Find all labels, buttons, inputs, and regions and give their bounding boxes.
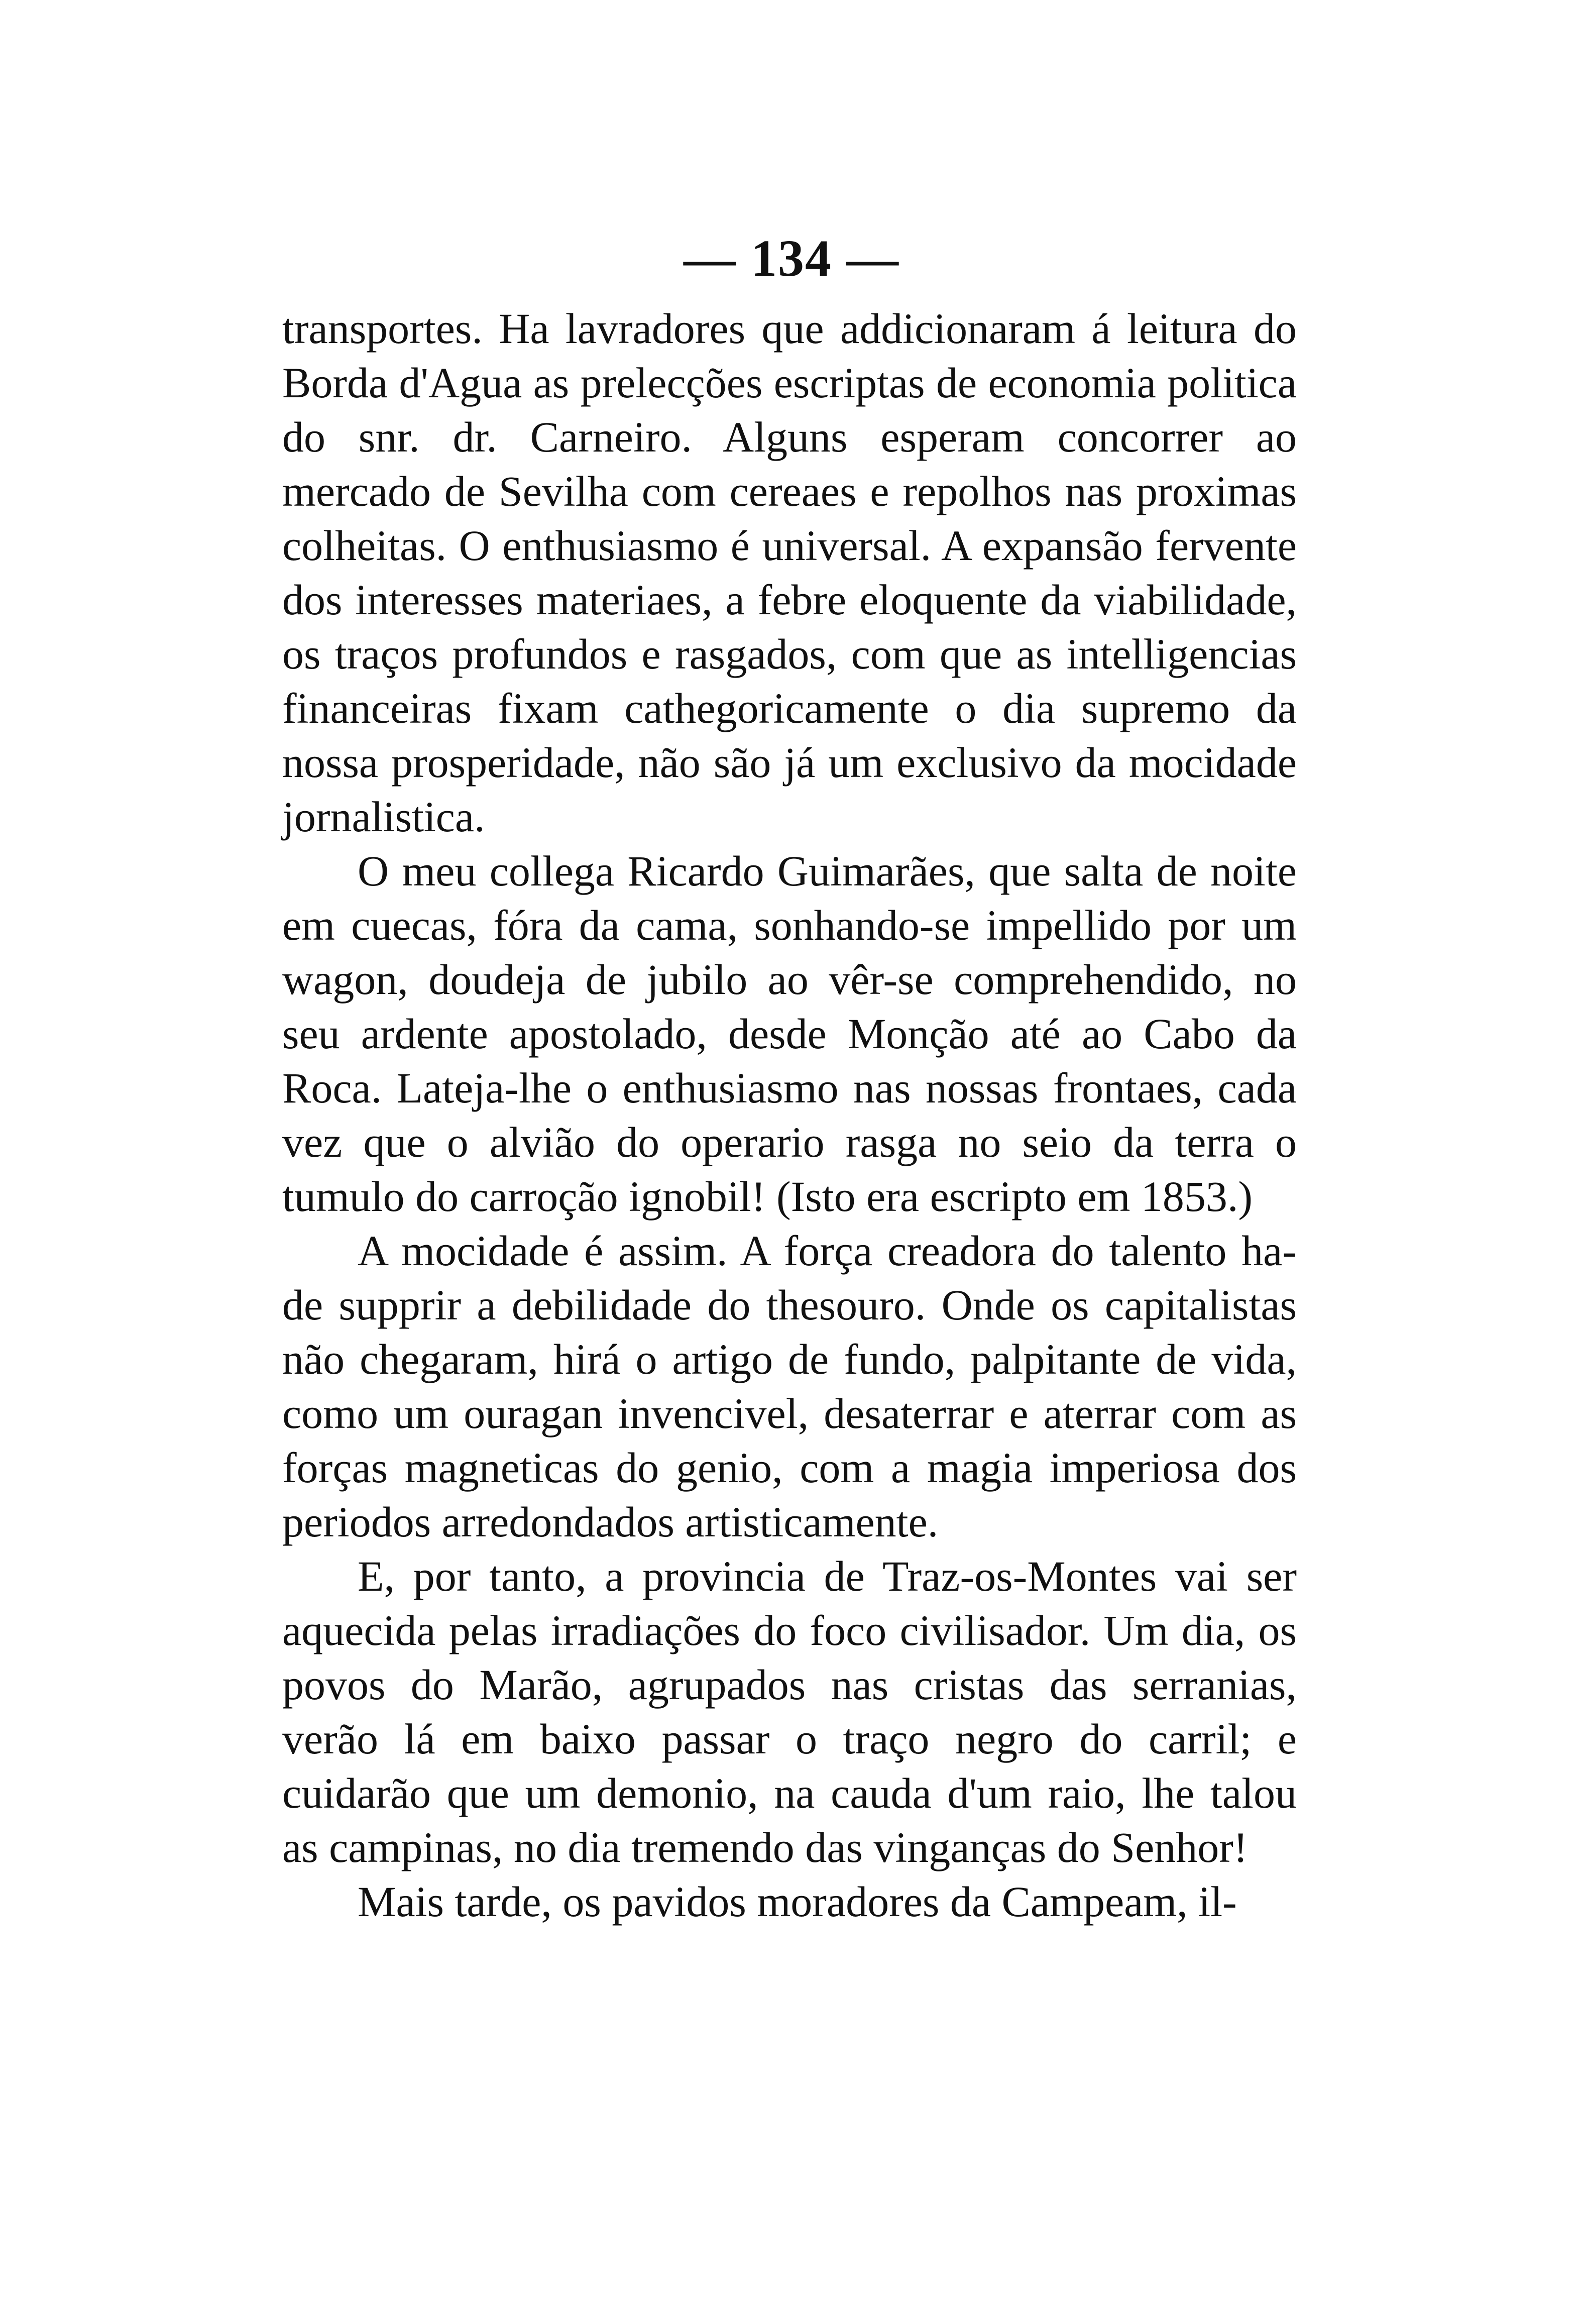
paragraph-5: Mais tarde, os pavidos moradores da Campeam, il- (358, 1877, 1237, 1926)
paragraph-4: E, por tanto, a provincia de Traz-os-Montes vai ser aquecida pelas irradiações do foco civilisador. Um dia, os povos do Marão, agrupados nas cristas das serranias, verão lá em baixo passar o traço negro do carril; e cuidarão que um demonio, na cauda d'um raio, lhe talou as campinas, no dia tremendo das vinganças do Senhor! (282, 1552, 1297, 1871)
paragraph-2: O meu collega Ricardo Guimarães, que salta de noite em cuecas, fóra da cama, sonhando-se impellido por um wagon, doudeja de jubilo ao vêr-se comprehendido, no seu ardente apostolado, desde Monção até ao Cabo da Roca. Lateja-lhe o enthusiasmo nas nossas frontaes, cada vez que o alvião do operario rasga no seio da terra o tumulo do carroção ignobil! (Isto era escripto em 1853.) (282, 847, 1297, 1221)
page-number: — 134 — (684, 230, 899, 287)
paragraph-1: transportes. Ha lavradores que addicionaram á leitura do Borda d'Agua as prelecções escriptas de economia politica do snr. dr. Carneiro. Alguns esperam concorrer ao mercado de Sevilha com cereaes e repolhos nas proximas colheitas. O enthusiasmo é universal. A expansão fervente dos interesses materiaes, a febre eloquente da viabilidade, os traços profundos e rasgados, com que as intelligencias financeiras fixam cathegoricamente o dia supremo da nossa prosperidade, não são já um exclusivo da mocidade jornalistica. (282, 304, 1297, 841)
paragraph-3: A mocidade é assim. A força creadora do talento ha-de supprir a debilidade do thesouro. Onde os capitalistas não chegaram, hirá o artigo de fundo, palpitante de vida, como um ouragan invencivel, desaterrar e aterrar com as forças magneticas do genio, com a magia imperiosa dos periodos arredondados artisticamente. (282, 1227, 1297, 1546)
body-text (282, 301, 1297, 1929)
